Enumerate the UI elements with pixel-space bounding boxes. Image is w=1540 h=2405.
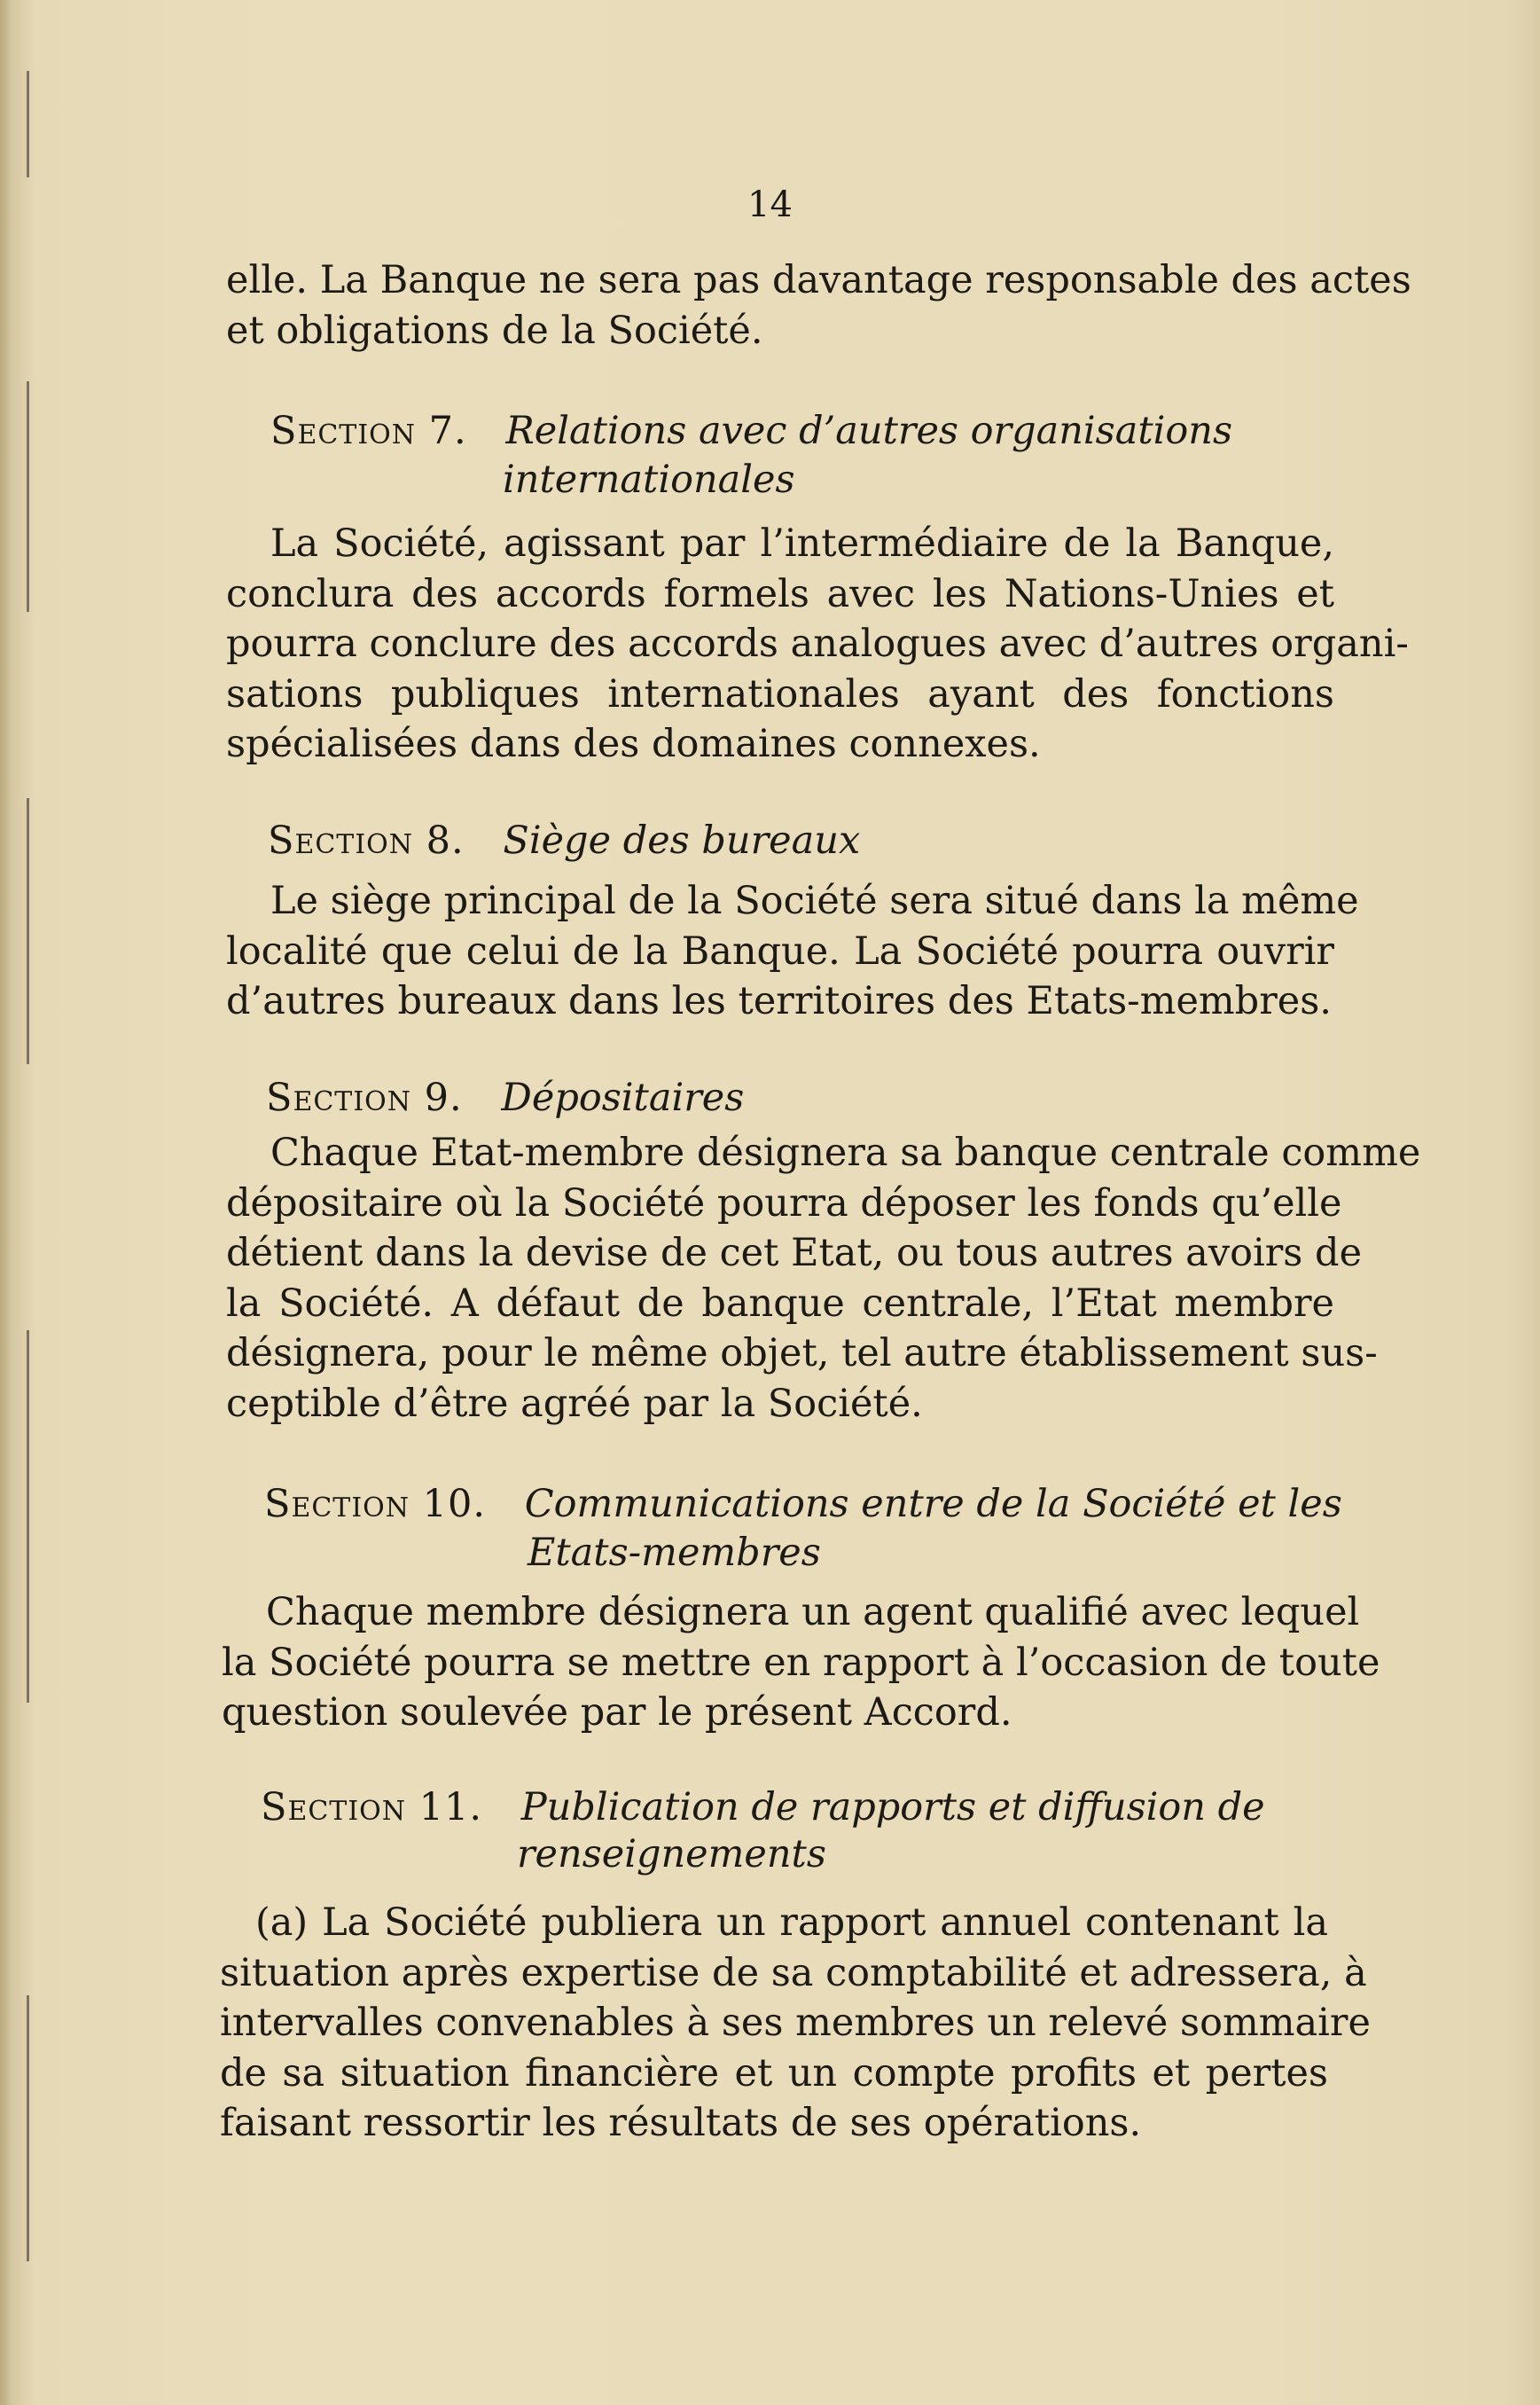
- paragraph-line: question soulevée par le présent Accord.: [222, 1690, 1012, 1735]
- binding-edge-mark: [27, 1330, 29, 1703]
- section-11-heading: [261, 1782, 1265, 1832]
- paragraph-line: et obligations de la Société.: [226, 308, 763, 353]
- section-7-heading: [270, 406, 1232, 456]
- section-7-body: [226, 519, 1409, 770]
- paragraph-line: La Société, agissant par l’intermédiaire de la Banque,: [270, 521, 1334, 566]
- paragraph-line: la Société. A défaut de banque centrale, l’Etat membre: [226, 1281, 1334, 1326]
- section-title: Publication de rapports et diffusion de: [520, 1785, 1265, 1829]
- paragraph-line: localité que celui de la Banque. La Société pourra ouvrir: [226, 928, 1334, 974]
- section-label: Section 7.: [270, 409, 467, 453]
- paragraph-line: conclura des accords formels avec les Nations-Unies et: [226, 571, 1334, 616]
- section-label: Section 8.: [268, 819, 465, 863]
- paragraph-line: la Société pourra se mettre en rapport à l’occasion de toute: [222, 1640, 1380, 1685]
- intro-paragraph: [226, 255, 1411, 356]
- paragraph-line: détient dans la devise de cet Etat, ou tous autres avoirs de: [226, 1231, 1363, 1275]
- section-title: Dépositaires: [501, 1076, 745, 1120]
- section-title-continued: renseignements: [517, 1832, 826, 1876]
- section-9-heading: [266, 1073, 744, 1123]
- section-label: Section 9.: [266, 1076, 463, 1120]
- paragraph-line: elle. La Banque ne sera pas davantage responsable des actes: [226, 258, 1411, 302]
- section-title-continued: Etats-membres: [528, 1531, 821, 1575]
- paragraph-line: (a) La Société publiera un rapport annuel contenant la: [255, 1900, 1328, 1945]
- section-10-heading: [264, 1479, 1342, 1529]
- section-8-body: [226, 876, 1359, 1027]
- paragraph-line: pourra conclure des accords analogues avec d’autres organi-: [226, 622, 1409, 666]
- paragraph-line: faisant ressortir les résultats de ses opérations.: [220, 2101, 1142, 2145]
- paragraph-line: intervalles convenables à ses membres un relevé sommaire: [220, 2001, 1371, 2045]
- section-9-body: [226, 1128, 1421, 1429]
- paragraph-line: Chaque Etat-membre désignera sa banque centrale comme: [270, 1131, 1421, 1175]
- binding-edge-mark: [27, 1995, 29, 2261]
- section-title: Relations avec d’autres organisations: [505, 409, 1233, 453]
- section-8-heading: [268, 816, 860, 866]
- paragraph-line: d’autres bureaux dans les territoires des Etats-membres.: [226, 979, 1332, 1023]
- paragraph-line: ceptible d’être agréé par la Société.: [226, 1381, 923, 1426]
- paragraph-line: Chaque membre désignera un agent qualifié avec lequel: [266, 1590, 1360, 1634]
- section-10-body: [222, 1587, 1380, 1738]
- paragraph-line: Le siège principal de la Société sera situé dans la même: [270, 879, 1359, 923]
- section-title: Siège des bureaux: [503, 819, 861, 863]
- section-title: Communications entre de la Société et les: [524, 1482, 1342, 1526]
- binding-edge-mark: [27, 381, 29, 612]
- page-number: 14: [747, 184, 793, 225]
- section-title-continued: internationales: [503, 458, 795, 502]
- section-label: Section 10.: [264, 1482, 487, 1526]
- section-11-body: [220, 1898, 1371, 2149]
- paragraph-line: de sa situation financière et un compte profits et pertes: [220, 2050, 1328, 2096]
- binding-edge-mark: [27, 71, 29, 177]
- paragraph-line: sations publiques internationales ayant des fonctions: [226, 671, 1334, 717]
- paragraph-line: situation après expertise de sa comptabilité et adressera, à: [220, 1950, 1367, 1995]
- section-label: Section 11.: [261, 1785, 483, 1829]
- paragraph-line: spécialisées dans des domaines connexes.: [226, 722, 1041, 766]
- binding-edge-mark: [27, 798, 29, 1064]
- paragraph-line: dépositaire où la Société pourra déposer les fonds qu’elle: [226, 1180, 1342, 1226]
- paragraph-line: désignera, pour le même objet, tel autre établissement sus-: [226, 1331, 1378, 1375]
